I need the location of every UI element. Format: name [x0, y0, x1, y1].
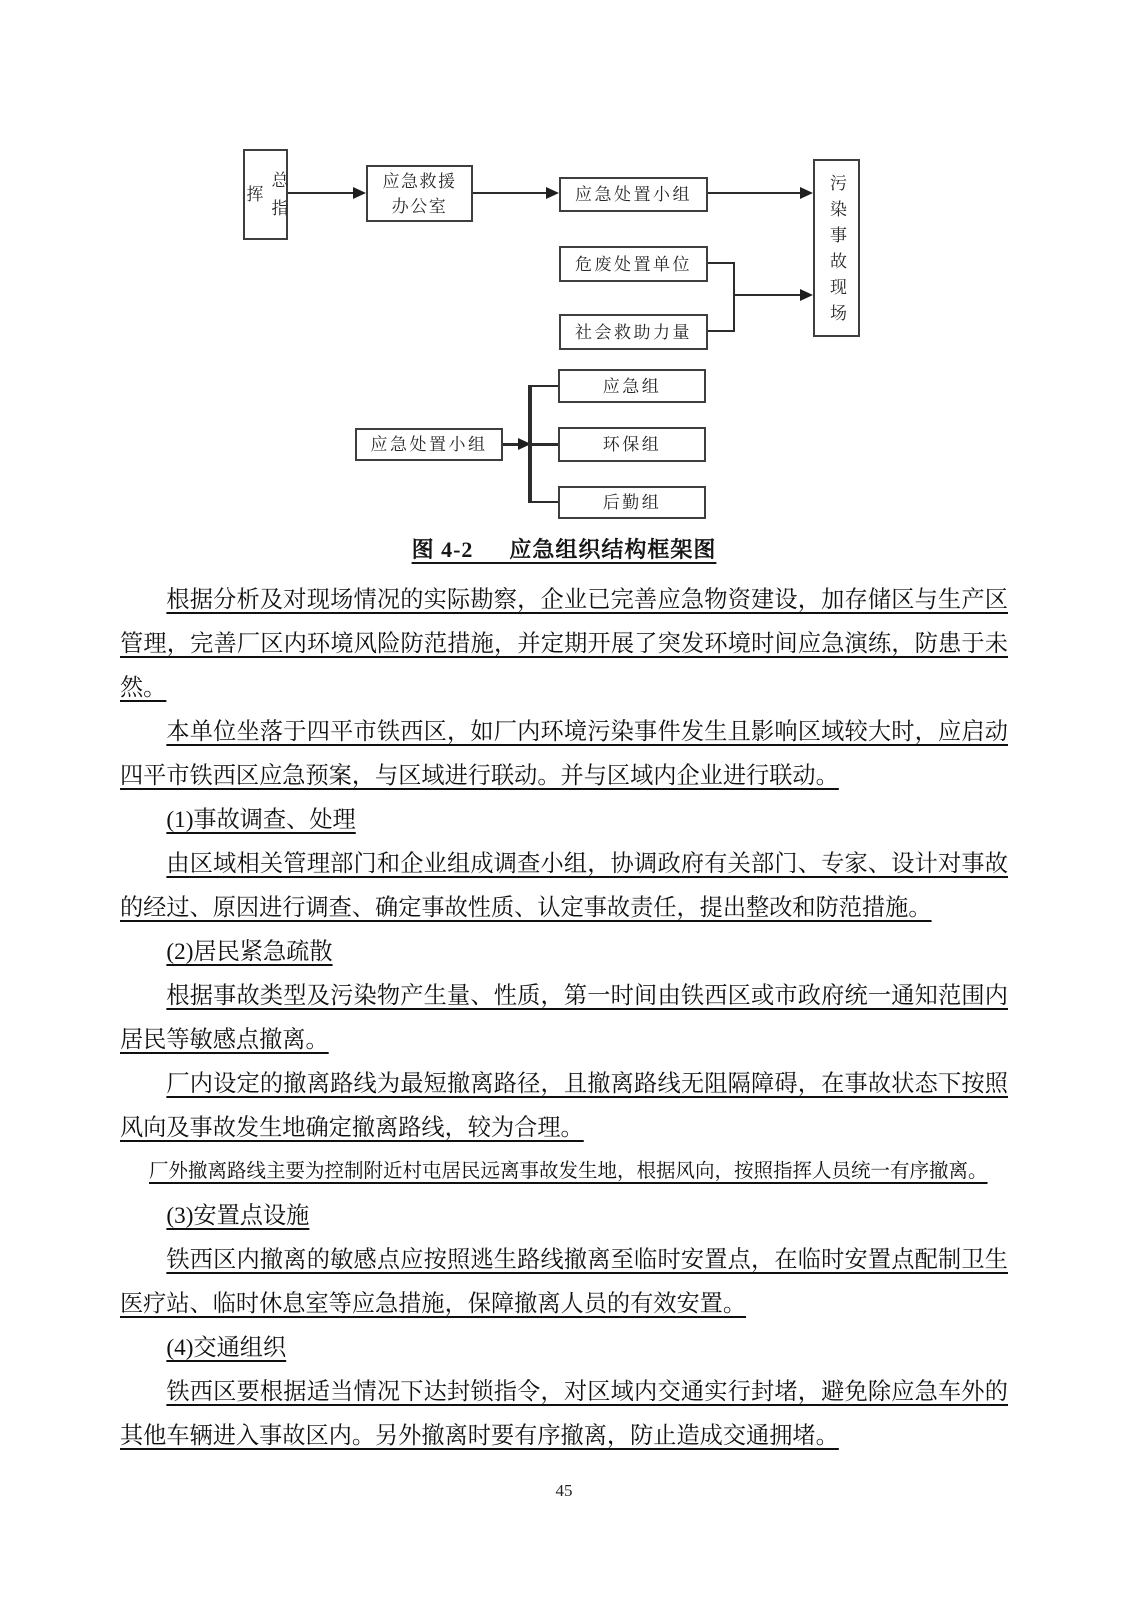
response-team-box-bottom: 应急处置小组: [355, 428, 503, 461]
arrowhead-into-scene-top: [800, 187, 813, 199]
accident-scene-box: 污染事故现场: [813, 159, 860, 337]
arrowhead-into-scene-mid: [800, 289, 813, 301]
paragraph-shelter: 铁西区内撤离的敏感点应按照逃生路线撤离至临时安置点，在临时安置点配制卫生医疗站、临时休息室等应急措施，保障撤离人员的有效安置。: [120, 1247, 1008, 1317]
stub-environment-group: [530, 443, 558, 446]
rescue-office-line1: 应急救援: [382, 171, 457, 191]
paragraph-evacuation: 根据事故类型及污染物产生量、性质，第一时间由铁西区或市政府统一通知范围内居民等敏感点撤离。: [120, 983, 1008, 1053]
heading-investigation: (1)事故调查、处理: [166, 807, 356, 833]
environment-group-box: 环保组: [558, 427, 706, 462]
response-team-box-top: 应急处置小组: [559, 177, 708, 212]
paragraph-overview: 根据分析及对现场情况的实际勘察，企业已完善应急物资建设，加存储区与生产区管理，完善厂区内环境风险防范措施，并定期开展了突发环境时间应急演练，防患于未然。: [120, 587, 1008, 701]
body-text: [120, 578, 1008, 1458]
arrowhead-into-team: [546, 187, 559, 199]
heading-traffic: (4)交通组织: [166, 1335, 287, 1361]
bracket-vertical-top: [733, 262, 735, 332]
paragraph-traffic: 铁西区要根据适当情况下达封锁指令，对区域内交通实行封堵，避免除应急车外的其他车辆进入事故区内。另外撤离时要有序撤离，防止造成交通拥堵。: [120, 1379, 1008, 1449]
emergency-group-box: 应急组: [558, 369, 706, 403]
arrowhead-into-office: [353, 187, 366, 199]
connector-team-scene: [708, 192, 801, 194]
commander-box: 总指挥: [243, 149, 288, 240]
heading-evacuation: (2)居民紧急疏散: [166, 939, 333, 965]
stub-logistics-group: [530, 501, 558, 503]
connector-commander-office: [288, 192, 354, 194]
connector-bracket-scene: [733, 294, 801, 296]
social-rescue-box: 社会救助力量: [559, 314, 708, 350]
stub-hazwaste: [708, 262, 735, 264]
figure-caption: 图 4-2 应急组织结构框架图: [411, 537, 717, 562]
connector-office-team: [473, 192, 547, 194]
logistics-group-box: 后勤组: [558, 486, 706, 519]
stub-social: [708, 330, 735, 332]
paragraph-location: 本单位坐落于四平市铁西区，如厂内环境污染事件发生且影响区域较大时，应启动四平市铁西区应急预案，与区域进行联动。并与区域内企业进行联动。: [120, 719, 1008, 789]
heading-shelter: (3)安置点设施: [166, 1203, 310, 1229]
page-number: 45: [555, 1481, 573, 1500]
org-chart-figure: [0, 0, 1131, 530]
stub-emergency-group: [530, 385, 558, 387]
paragraph-route-inside: 厂内设定的撤离路线为最短撤离路径，且撤离路线无阻隔障碍，在事故状态下按照风向及事故发生地确定撤离路线，较为合理。: [120, 1071, 1008, 1141]
rescue-office-box: [366, 165, 473, 222]
hazwaste-unit-box: 危废处置单位: [559, 246, 708, 282]
rescue-office-line2: 办公室: [391, 196, 448, 216]
paragraph-investigation: 由区域相关管理部门和企业组成调查小组，协调政府有关部门、专家、设计对事故的经过、原因进行调查、确定事故性质、认定事故责任，提出整改和防范措施。: [120, 851, 1008, 921]
paragraph-route-outside: 厂外撤离路线主要为控制附近村屯居民远离事故发生地，根据风向，按照指挥人员统一有序撤离。: [149, 1161, 988, 1182]
